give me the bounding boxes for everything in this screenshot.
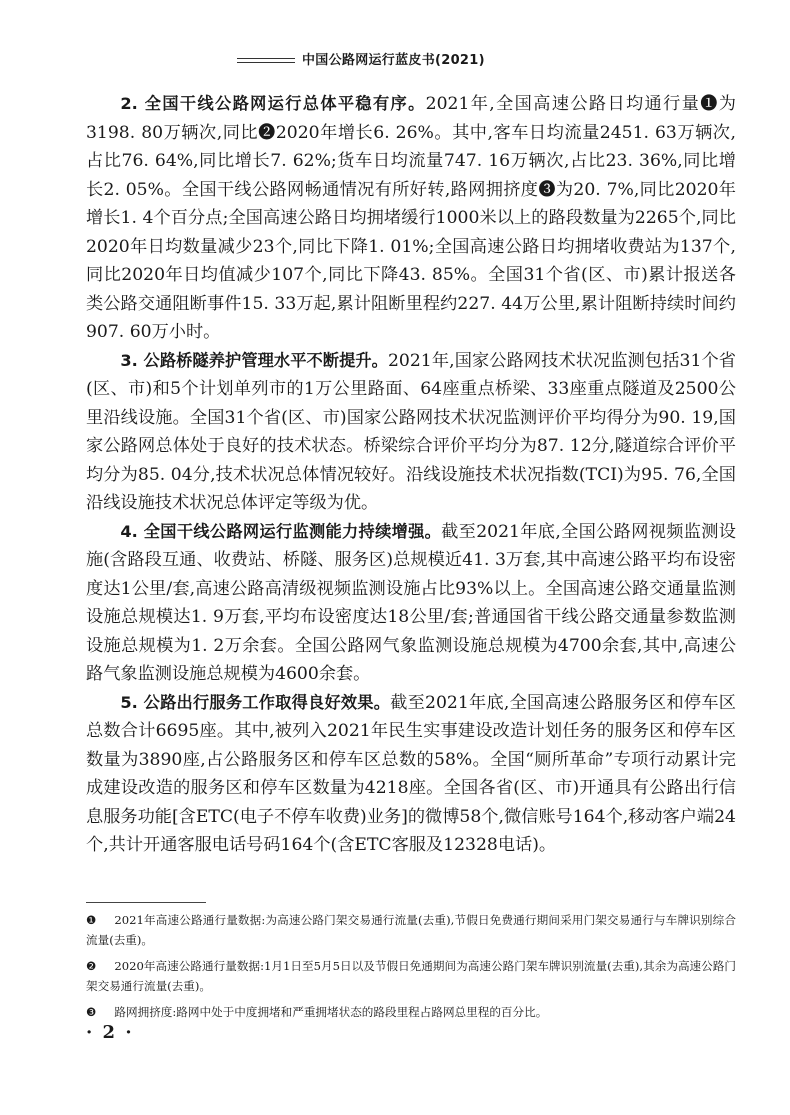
paragraph-text: 截至2021年底,全国公路网视频监测设施(含路段互通、收费站、桥隧、服务区)总规模近41. 3万套,其中高速公路平均布设密度达1公里/套,高速公路高清级视频监测设施占比93%以上。全国高速公路交通量监测设施总规模达1. 9万套,平均布设密度达18公里/套;普通国省干线公路交通量参数监测设施总规模为1. 2万余套。全国公路网气象监测设施总规模为4700余套,其中,高速公路气象监测设施总规模为4600余套。 bbox=[86, 521, 736, 684]
footnote bbox=[86, 1003, 736, 1023]
paragraph-text: 2021年,国家公路网技术状况监测包括31个省(区、市)和5个计划单列市的1万公里路面、64座重点桥梁、33座重点隧道及2500公里沿线设施。全国31个省(区、市)国家公路网技术状况监测评价平均得分为90. 19,国家公路网总体处于良好的技术状态。桥梁综合评价平均分为87. 12分,隧道综合评价平均分为85. 04分,技术状况总体情况较好。沿线设施技术状况指数(TCI)为95. 76,全国沿线设施技术状况总体评定等级为优。 bbox=[86, 350, 736, 513]
section-heading: 4. 全国干线公路网运行监测能力持续增强。 bbox=[120, 521, 442, 541]
page-number: · 2 · bbox=[86, 1022, 134, 1043]
section-heading: 3. 公路桥隧养护管理水平不断提升。 bbox=[120, 350, 388, 370]
footnote-text: 路网拥挤度:路网中处于中度拥堵和严重拥堵状态的路段里程占路网总里程的百分比。 bbox=[114, 1005, 548, 1019]
paragraph bbox=[86, 518, 736, 689]
footnotes bbox=[86, 902, 736, 1030]
paragraph-text: 截至2021年底,全国高速公路服务区和停车区总数合计6695座。其中,被列入2021年民生实事建设改造计划任务的服务区和停车区数量为3890座,占公路服务区和停车区总数的58%。全国“厕所革命”专项行动累计完成建设改造的服务区和停车区数量为4218座。全国各省(区、市)开通具有公路出行信息服务功能[含ETC(电子不停车收费)业务]的微博58个,微信账号164个,移动客户端24个,共计开通客服电话号码164个(含ETC客服及12328电话)。 bbox=[86, 692, 736, 855]
header-title: 中国公路网运行蓝皮书(2021) bbox=[302, 53, 485, 68]
footnote-text: 2020年高速公路通行量数据:1月1日至5月5日以及节假日免通期间为高速公路门架车牌识别流量(去重),其余为高速公路门架交易通行流量(去重)。 bbox=[86, 959, 736, 993]
footnote-text: 2021年高速公路通行量数据:为高速公路门架交易通行流量(去重),节假日免费通行期间采用门架交易通行与车牌识别综合流量(去重)。 bbox=[86, 913, 736, 947]
header-rule bbox=[237, 62, 295, 63]
running-header bbox=[0, 49, 790, 71]
footnote bbox=[86, 957, 736, 996]
paragraph bbox=[86, 689, 736, 860]
section-heading: 5. 公路出行服务工作取得良好效果。 bbox=[120, 692, 391, 712]
footnote-reference: ❶ bbox=[700, 94, 719, 114]
footnote-marker: ❷ bbox=[86, 959, 97, 973]
paragraph-text: 为20. 7%,同比2020年增长1. 4个百分点;全国高速公路日均拥堵缓行1000米以上的路段数量为2265个,同比2020年日均数量减少23个,同比下降1. 01%;全国高速公路日均拥堵收费站为137个,同比2020年日均值减少107个,同比下降43. 85%。全国31个省(区、市)累计报送各类公路交通阻断事件15. 33万起,累计阻断里程约227. 44万公里,累计阻断持续时间约907. 60万小时。 bbox=[86, 179, 736, 342]
paragraph-text: 2020年增长6. 26%。其中,客车日均流量2451. 63万辆次,占比76. 64%,同比增长7. 62%;货车日均流量747. 16万辆次,占比23. 36%,同比增长2. 05%。全国干线公路网畅通情况有所好转,路网拥挤度 bbox=[86, 122, 736, 200]
paragraph bbox=[86, 90, 736, 347]
section-heading: 2. 全国干线公路网运行总体平稳有序。 bbox=[120, 94, 426, 113]
footnote bbox=[86, 911, 736, 950]
header-rule bbox=[237, 58, 295, 59]
body-text bbox=[86, 90, 736, 860]
footnote-separator bbox=[86, 902, 206, 903]
paragraph bbox=[86, 347, 736, 518]
paragraph-text: 为3198. 80万辆次,同比 bbox=[86, 94, 736, 143]
footnote-marker: ❶ bbox=[86, 913, 97, 927]
footnote-reference: ❸ bbox=[538, 179, 556, 200]
paragraph-text: 2021年,全国高速公路日均通行量 bbox=[425, 94, 701, 114]
footnote-marker: ❸ bbox=[86, 1005, 97, 1019]
footnote-reference: ❷ bbox=[258, 122, 276, 143]
